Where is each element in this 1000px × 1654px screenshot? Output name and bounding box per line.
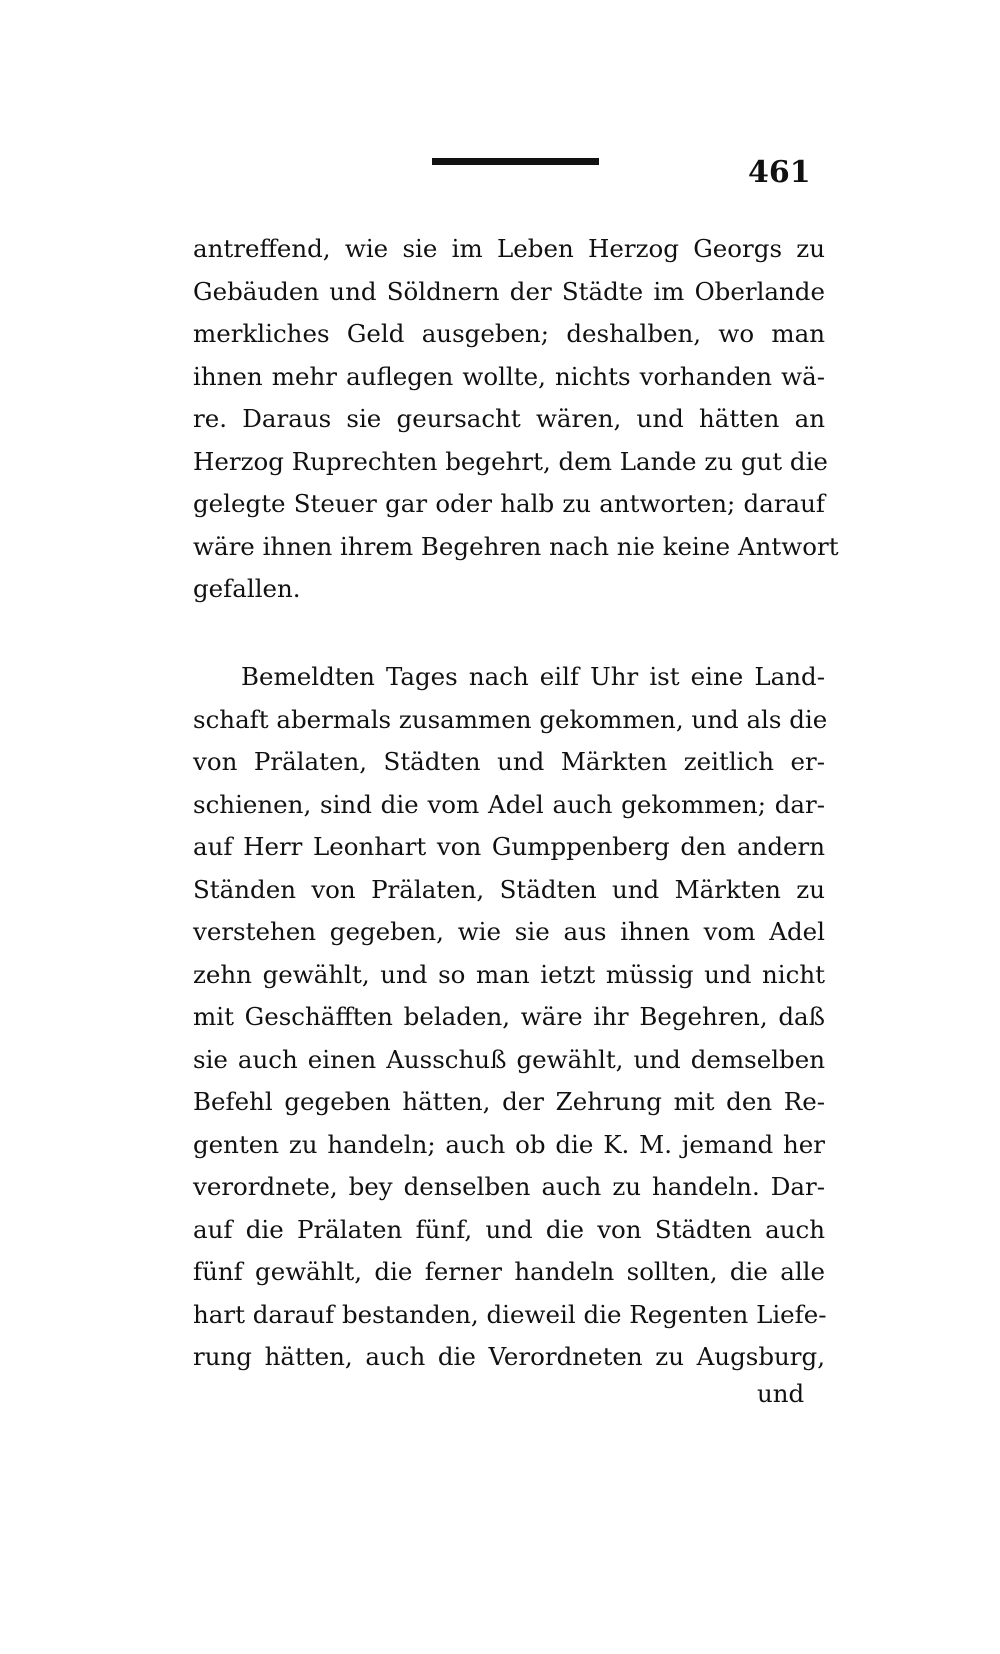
text-line: genten zu handeln; auch ob die K. M. jemand her (193, 1129, 825, 1159)
text-line: fünf gewählt, die ferner handeln sollten, die alle (193, 1257, 825, 1286)
text-line: sie auch einen Ausschuß gewählt, und demselben (193, 1044, 825, 1074)
text-line: rung hätten, auch die Verordneten zu Augsburg, (193, 1342, 825, 1371)
text-line: Ständen von Prälaten, Städten und Märkten zu (193, 874, 825, 904)
page-number: 461 (748, 155, 811, 190)
header-rule (432, 158, 599, 165)
text-line: von Prälaten, Städten und Märkten zeitlich er- (193, 747, 825, 776)
paragraph-1 (193, 228, 839, 611)
text-line: auf die Prälaten fünf, und die von Städten auch (193, 1214, 825, 1244)
text-line: antreffend, wie sie im Leben Herzog Georgs zu (193, 234, 825, 263)
text-line: verordnete, bey denselben auch zu handeln. Dar- (193, 1172, 825, 1201)
text-line: re. Daraus sie geursacht wären, und hätten an (193, 404, 825, 433)
text-line: schaft abermals zusammen gekommen, und als die (193, 704, 828, 734)
text-line: mit Geschäfften beladen, wäre ihr Begehren, daß (193, 1002, 825, 1031)
text-line: ihnen mehr auflegen wollte, nichts vorhanden wä- (193, 361, 825, 391)
text-line: schienen, sind die vom Adel auch gekommen; dar- (193, 789, 825, 819)
text-line: hart darauf bestanden, dieweil die Regenten Liefe- (193, 1299, 827, 1329)
text-line: auf Herr Leonhart von Gumppenberg den andern (193, 832, 825, 861)
text-line: verstehen gegeben, wie sie aus ihnen vom Adel (193, 917, 825, 946)
text-line: wäre ihnen ihrem Begehren nach nie keine Antwort (193, 531, 839, 561)
text-line: Herzog Ruprechten begehrt, dem Lande zu gut die (193, 446, 828, 476)
text-line: Gebäuden und Söldnern der Städte im Oberlande (193, 276, 825, 306)
text-line: gelegte Steuer gar oder halb zu antworten; darauf (193, 489, 825, 518)
text-line: Bemeldten Tages nach eilf Uhr ist eine Land- (241, 662, 825, 691)
text-line: zehn gewählt, und so man ietzt müssig und nicht (193, 959, 825, 989)
text-line: gefallen. (193, 574, 301, 603)
text-line: Befehl gegeben hätten, der Zehrung mit den Re- (193, 1087, 825, 1116)
catchword: und (757, 1379, 805, 1408)
paragraph-2 (193, 656, 828, 1379)
text-line: merkliches Geld ausgeben; deshalben, wo man (193, 319, 825, 348)
